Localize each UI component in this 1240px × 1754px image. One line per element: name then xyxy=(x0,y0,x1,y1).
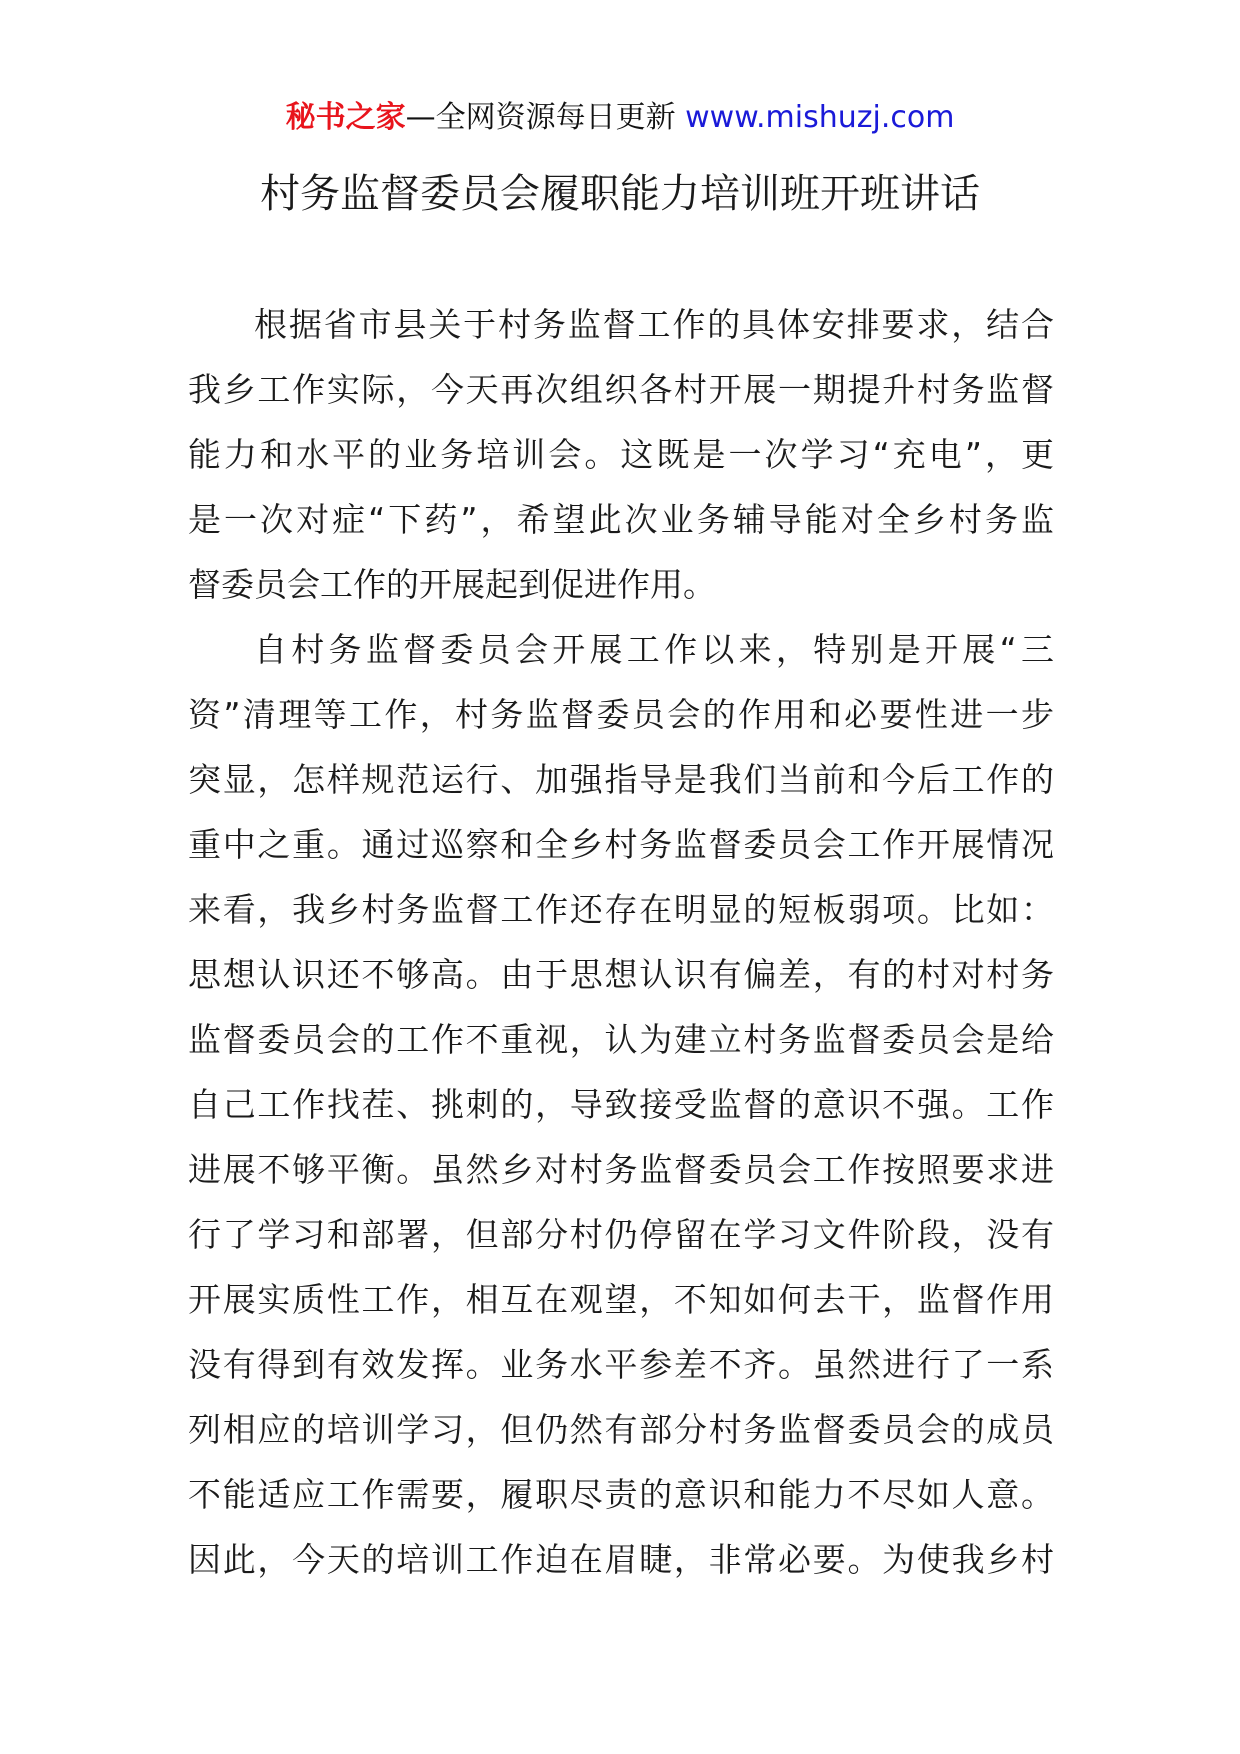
paragraph-2-line: 重中之重。通过巡察和全乡村务监督委员会工作开展情况 xyxy=(188,825,1054,864)
paragraph-2-line: 行了学习和部署，但部分村仍停留在学习文件阶段，没有 xyxy=(188,1215,1054,1254)
paragraph-2-line: 突显，怎样规范运行、加强指导是我们当前和今后工作的 xyxy=(188,760,1054,799)
paragraph-2-line: 因此，今天的培训工作迫在眉睫，非常必要。为使我乡村 xyxy=(188,1540,1054,1579)
paragraph-2-line: 自村务监督委员会开展工作以来，特别是开展“三 xyxy=(254,630,1054,669)
site-url-link[interactable]: www.mishuzj.com xyxy=(685,100,955,135)
paragraph-2-line: 思想认识还不够高。由于思想认识有偏差，有的村对村务 xyxy=(188,955,1054,994)
paragraph-2-line: 自己工作找茬、挑刺的，导致接受监督的意识不强。工作 xyxy=(188,1085,1054,1124)
paragraph-2-line: 不能适应工作需要，履职尽责的意识和能力不尽如人意。 xyxy=(188,1475,1054,1514)
paragraph-1-line: 督委员会工作的开展起到促进作用。 xyxy=(188,565,716,604)
paragraph-1-line: 能力和水平的业务培训会。这既是一次学习“充电”，更 xyxy=(188,435,1054,474)
paragraph-1-line: 我乡工作实际，今天再次组织各村开展一期提升村务监督 xyxy=(188,370,1054,409)
paragraph-2-line: 进展不够平衡。虽然乡对村务监督委员会工作按照要求进 xyxy=(188,1150,1054,1189)
document-body xyxy=(188,292,1054,1592)
document-title: 村务监督委员会履职能力培训班开班讲话 xyxy=(260,171,980,217)
site-tagline: —全网资源每日更新 xyxy=(405,100,676,135)
paragraph-1-line: 根据省市县关于村务监督工作的具体安排要求，结合 xyxy=(254,305,1054,344)
site-brand: 秘书之家 xyxy=(285,100,406,135)
paragraph-2-line: 开展实质性工作，相互在观望，不知如何去干，监督作用 xyxy=(188,1280,1054,1319)
paragraph-2-line: 监督委员会的工作不重视，认为建立村务监督委员会是给 xyxy=(188,1020,1054,1059)
paragraph-2-line: 资”清理等工作，村务监督委员会的作用和必要性进一步 xyxy=(188,695,1054,734)
paragraph-2-line: 没有得到有效发挥。业务水平参差不齐。虽然进行了一系 xyxy=(188,1345,1054,1384)
site-header xyxy=(0,98,1240,138)
paragraph-1-line: 是一次对症“下药”，希望此次业务辅导能对全乡村务监 xyxy=(188,500,1054,539)
paragraph-2-line: 列相应的培训学习，但仍然有部分村务监督委员会的成员 xyxy=(188,1410,1054,1449)
paragraph-2-line: 来看，我乡村务监督工作还存在明显的短板弱项。比如： xyxy=(188,890,1054,929)
